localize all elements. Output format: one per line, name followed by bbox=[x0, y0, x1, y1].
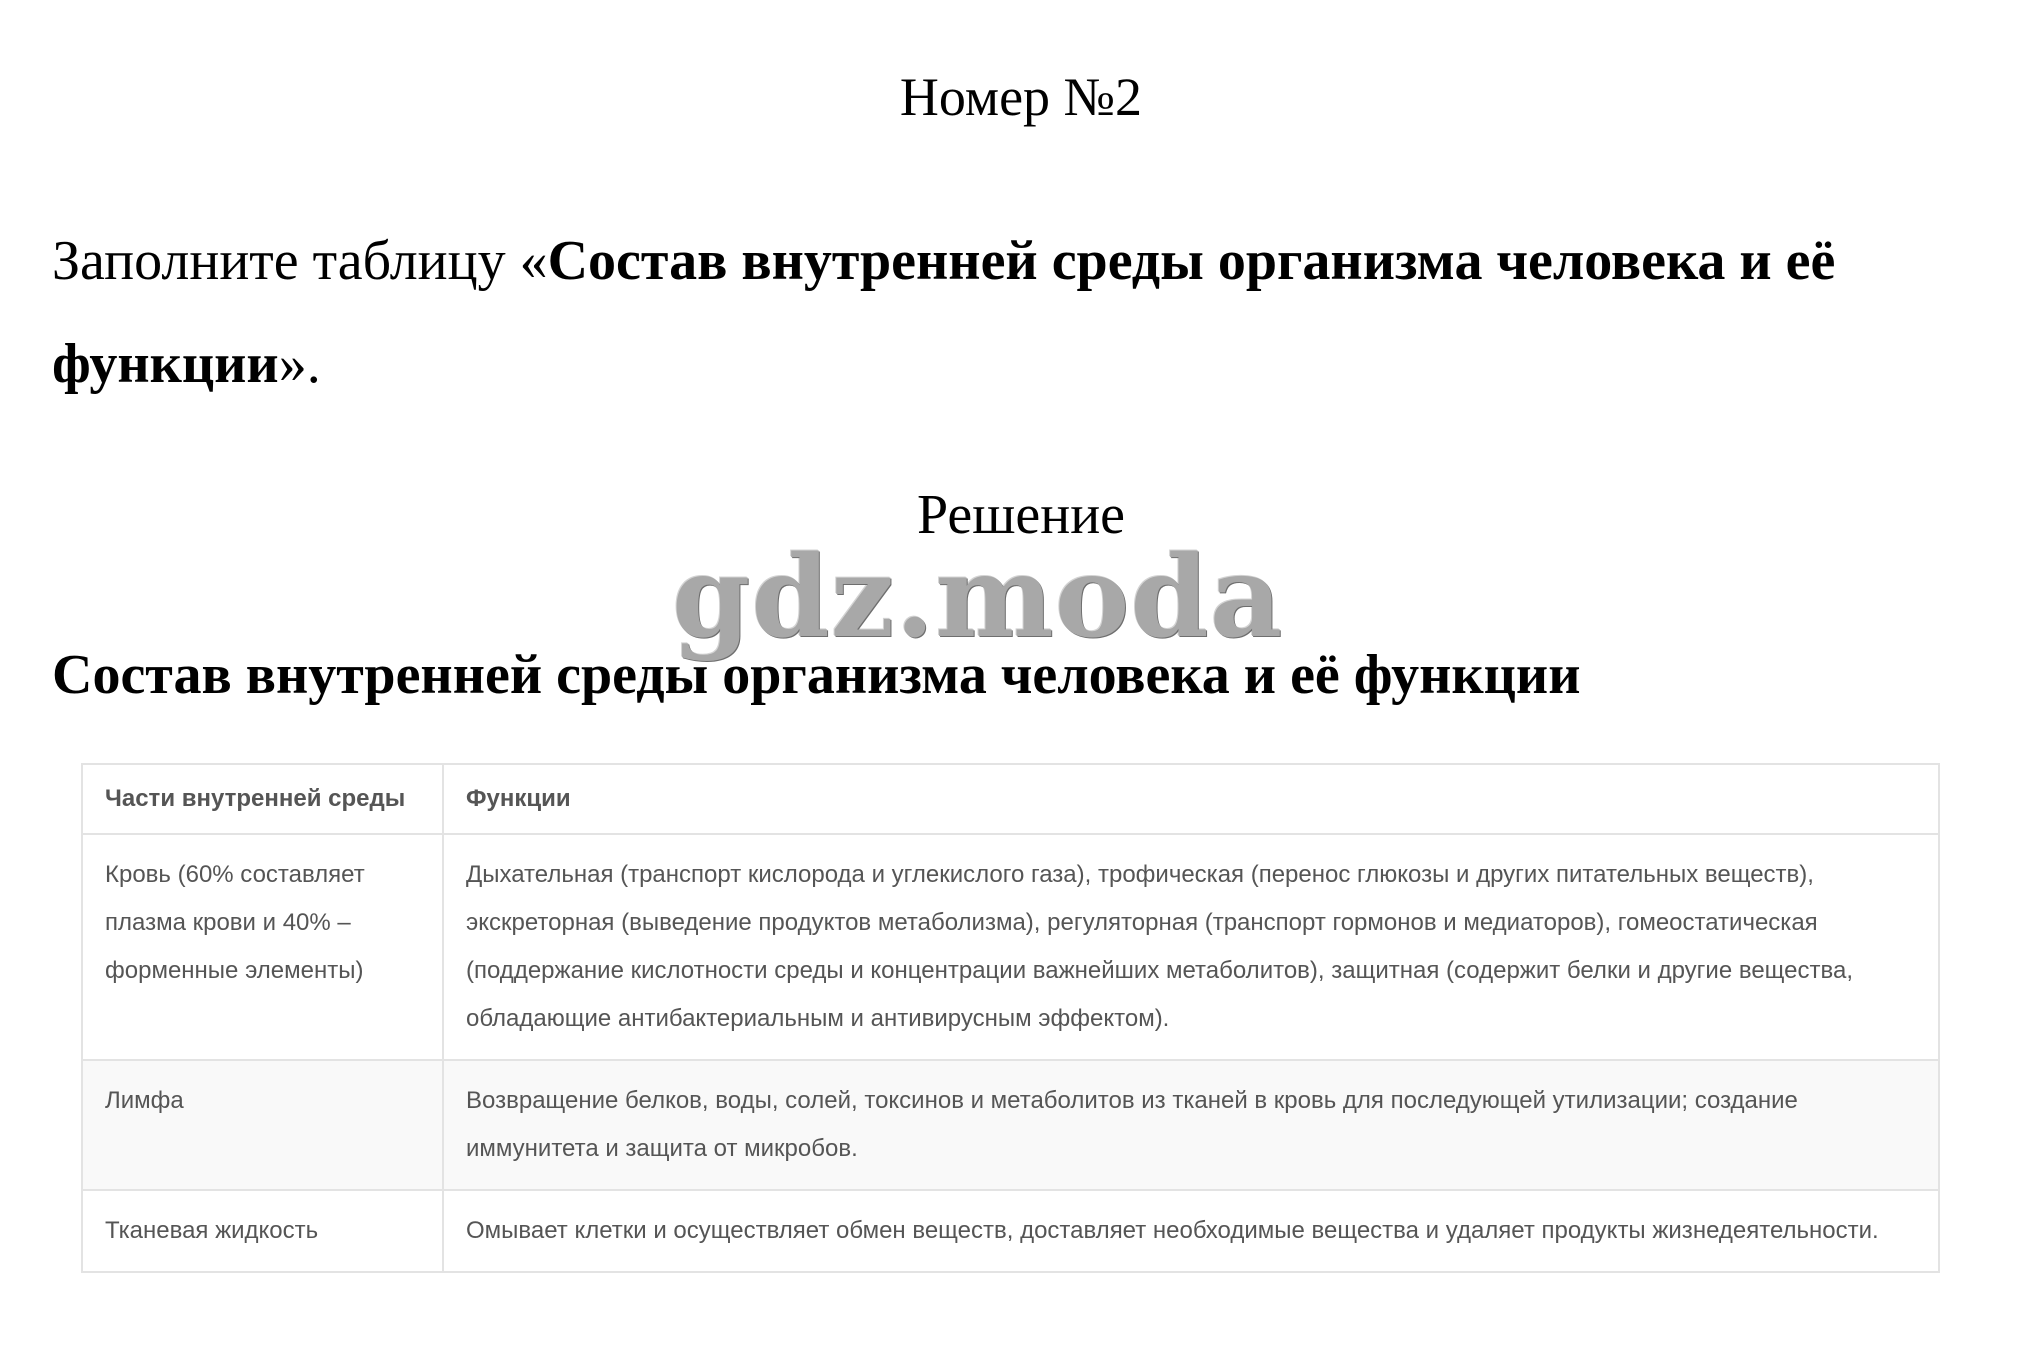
header-cell-parts: Части внутренней среды bbox=[82, 764, 443, 834]
table-header-row bbox=[82, 764, 1939, 834]
task-text bbox=[52, 210, 2012, 416]
answer-table-container bbox=[81, 763, 1940, 1273]
header-cell-functions: Функции bbox=[443, 764, 1939, 834]
table-title: Состав внутренней среды организма человека и её функции bbox=[52, 644, 1581, 706]
page-title: Номер №2 bbox=[899, 67, 1143, 127]
task-bold-title: Состав внутренней среды организма человека и её функции bbox=[52, 230, 1836, 395]
task-prefix: Заполните таблицу « bbox=[52, 230, 548, 292]
watermark-logo: gdz.moda bbox=[672, 532, 1284, 663]
cell-functions: Дыхательная (транспорт кислорода и углекислого газа), трофическая (перенос глюкозы и других питательных веществ), экскреторная (выведение продуктов метаболизма), регуляторная (транспорт гормонов и медиаторов), гомеостатическая (поддержание кислотности среды и концентрации важнейших метаболитов), защитная (содержит белки и другие вещества, обладающие антибактериальным и антивирусным эффектом). bbox=[443, 834, 1939, 1060]
answer-table bbox=[81, 763, 1940, 1273]
cell-part: Тканевая жидкость bbox=[82, 1190, 443, 1272]
table-row bbox=[82, 834, 1939, 1060]
solution-label: Решение bbox=[916, 484, 1126, 546]
cell-part: Лимфа bbox=[82, 1060, 443, 1190]
table-row bbox=[82, 1190, 1939, 1272]
table-row bbox=[82, 1060, 1939, 1190]
task-suffix: ». bbox=[278, 333, 321, 395]
cell-functions: Возвращение белков, воды, солей, токсинов и метаболитов из тканей в кровь для последующей утилизации; создание иммунитета и защита от микробов. bbox=[443, 1060, 1939, 1190]
cell-part: Кровь (60% составляет плазма крови и 40% – форменные элементы) bbox=[82, 834, 443, 1060]
cell-functions: Омывает клетки и осуществляет обмен веществ, доставляет необходимые вещества и удаляет продукты жизнедеятельности. bbox=[443, 1190, 1939, 1272]
